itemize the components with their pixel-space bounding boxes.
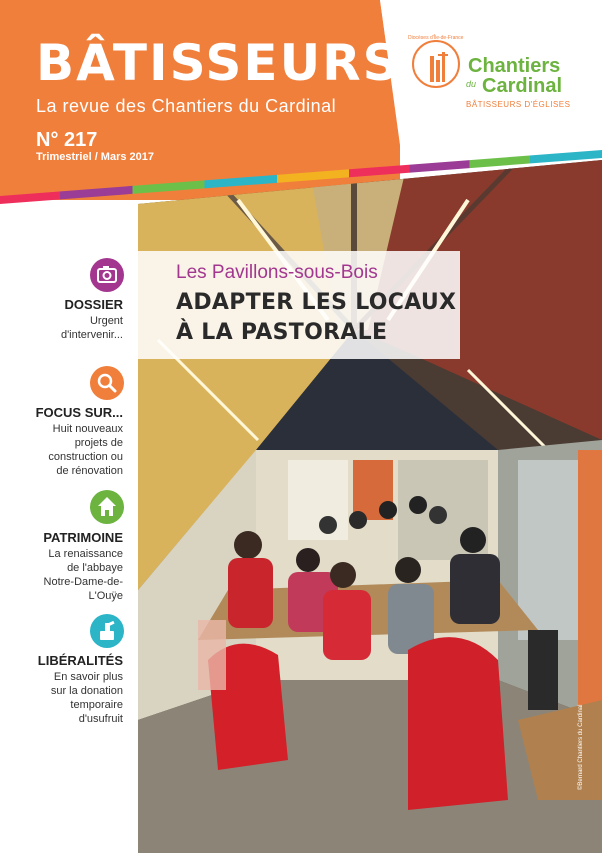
sidebar-title-liberalites: LIBÉRALITÉS — [37, 653, 123, 668]
magazine-subtitle: La revue des Chantiers du Cardinal — [36, 96, 337, 116]
donation-icon — [90, 614, 124, 648]
sidebar-text-patrimoine: La renaissance de l'abbaye Notre-Dame-de- L'Ouÿe — [43, 548, 123, 602]
issue-period: Trimestriel / Mars 2017 — [36, 151, 155, 163]
church-icon — [90, 490, 124, 524]
photo-credit: ©Bernard Chantiers du Cardinal — [578, 704, 584, 790]
logo-name-line2: Cardinal — [482, 75, 563, 97]
headline-line1: ADAPTER LES LOCAUX — [176, 290, 457, 315]
logo-tagline: BÂTISSEURS D'ÉGLISES — [466, 100, 571, 109]
sidebar-text-liberalites: En savoir plus sur la donation temporaire d'usufruit — [50, 671, 123, 725]
sidebar-title-dossier: DOSSIER — [64, 297, 123, 312]
headline-line2: À LA PASTORALE — [176, 320, 388, 345]
sidebar-title-patrimoine: PATRIMOINE — [43, 530, 123, 545]
headline-kicker: Les Pavillons-sous-Bois — [176, 262, 378, 283]
sidebar-title-focus: FOCUS SUR... — [35, 405, 123, 420]
issue-number: N° 217 — [36, 129, 98, 151]
logo-name-line1: Chantiers — [468, 55, 561, 77]
logo-arc-text: Diocèses d'Île-de-France — [408, 35, 464, 41]
magnifier-icon — [90, 366, 124, 400]
sidebar-text-focus: Huit nouveaux projets de construction ou de rénovation — [48, 423, 123, 477]
magazine-title: BÂTISSEURS — [36, 34, 401, 92]
sidebar-text-dossier: Urgent d'intervenir... — [60, 315, 123, 341]
camera-icon — [90, 258, 124, 292]
logo-name-du: du — [466, 79, 477, 89]
